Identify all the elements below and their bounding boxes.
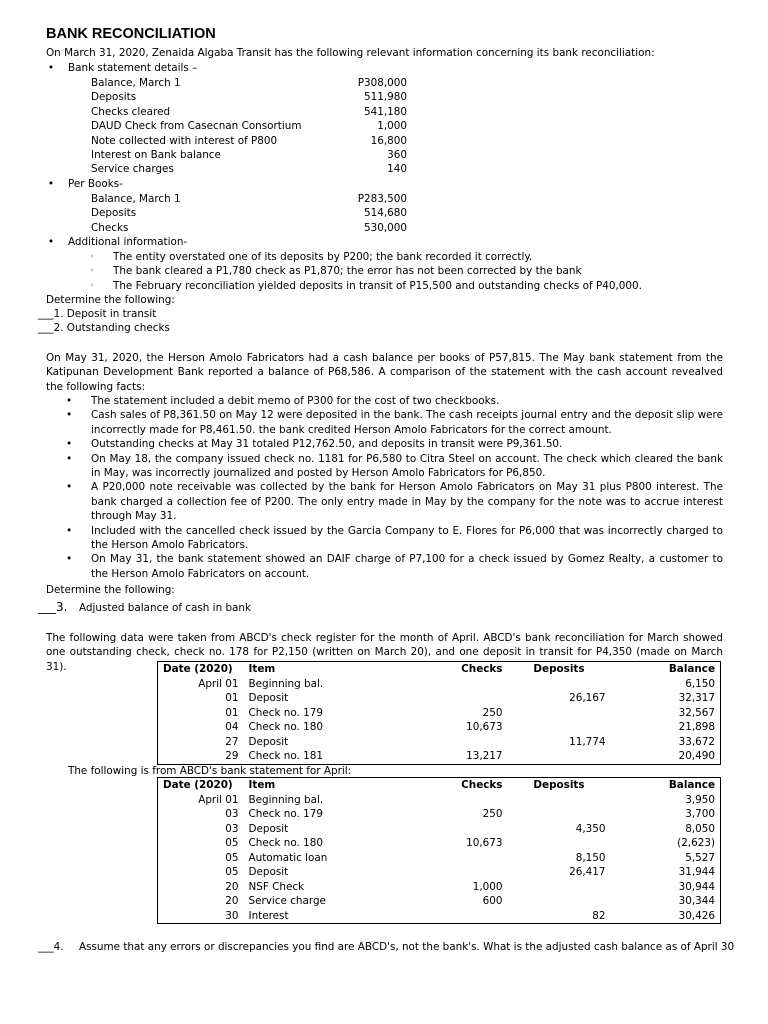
bullet-icon: • [47, 236, 55, 248]
problem3-intro: The following data were taken from ABCD's check register for the month of April. ABCD's bank reconciliation for March showed one outstanding check, check no. 178 for P2,150 (written on March 20), and one deposit in transit for P4,350 (made on March 31). [46, 632, 723, 673]
column-header: Checks [461, 663, 503, 676]
amount-value: 140 [387, 163, 407, 176]
question-2: ___2. Outstanding checks [38, 322, 170, 334]
circle-bullet-icon: ◦ [89, 266, 95, 276]
table-cell: 10,673 [466, 837, 503, 850]
table-cell: 05 [225, 837, 239, 850]
amount-label: Checks [91, 221, 129, 234]
bullet-icon: • [66, 524, 73, 537]
fact-item [66, 408, 723, 437]
table-cell: Service charge [248, 895, 326, 908]
amount-row [91, 206, 407, 220]
table-cell: April 01 [198, 793, 239, 806]
table-cell [508, 749, 611, 764]
table-cell: Deposit [248, 866, 289, 879]
table-row [158, 735, 721, 750]
table-cell: 27 [225, 735, 239, 748]
table-cell: Deposit [248, 735, 289, 748]
table-cell: 6,150 [685, 677, 715, 690]
table-cell: 01 [225, 692, 239, 705]
table-cell: Deposit [248, 692, 289, 705]
table-row [158, 851, 721, 866]
statement-intro: The following is from ABCD's bank statement for April: [68, 765, 352, 777]
table-row [158, 822, 721, 837]
table-cell [407, 851, 508, 866]
table-cell: Check no. 180 [248, 721, 323, 734]
bullet-icon: • [47, 178, 55, 190]
fact-text: On May 18, the company issued check no. 1181 for P6,580 to Citra Steel on account. The check which cleared the bank in May, was incorrectly journalized and posted by Herson Amolo Fabricators for P6,850. [91, 452, 723, 480]
table-cell: 8,150 [575, 851, 606, 864]
table-cell: 600 [482, 895, 503, 908]
amount-value: 16,800 [370, 134, 407, 147]
amount-value: 530,000 [364, 221, 407, 234]
table-cell: 10,673 [466, 721, 503, 734]
amount-row [91, 134, 407, 148]
fact-item [66, 524, 723, 553]
amount-value: P283,500 [357, 193, 407, 205]
table-cell [508, 706, 611, 721]
amount-label: Service charges [91, 163, 174, 176]
table-cell: 03 [225, 822, 239, 835]
table-cell: 8,050 [685, 822, 715, 835]
amount-label: Deposits [91, 91, 137, 104]
table-cell: Beginning bal. [248, 677, 324, 690]
determine-label: Determine the following: [46, 294, 175, 306]
fact-text: The statement included a debit memo of P300 for the cost of two checkbooks. [91, 395, 500, 407]
bank-statement-heading: Bank statement details – [68, 62, 198, 74]
fact-item [66, 437, 723, 451]
amount-label: Note collected with interest of P800 [91, 134, 278, 147]
column-header: Item [248, 779, 276, 792]
table-cell: 26,417 [569, 866, 606, 879]
table-cell: (2,623) [677, 837, 715, 850]
bullet-icon: • [66, 395, 73, 407]
fact-item [66, 452, 723, 481]
table-cell [508, 793, 611, 808]
column-header: Deposits [533, 779, 585, 792]
fact-text: Included with the cancelled check issued by the Garcia Company to E. Flores for P6,000 that was incorrectly charged to the Herson Amolo Fabricators. [91, 524, 723, 552]
column-header: Balance [668, 663, 715, 676]
table-row [158, 880, 721, 895]
table-cell: 20,490 [678, 750, 715, 763]
table-cell: 30,344 [678, 895, 715, 908]
amount-row [91, 162, 407, 176]
table-cell: 30,426 [678, 909, 715, 922]
amount-row [91, 221, 407, 235]
amount-row [91, 105, 407, 119]
question-3-blank: ___3. [38, 600, 68, 614]
table-cell: 32,567 [678, 706, 715, 719]
question-1: ___1. Deposit in transit [38, 308, 157, 320]
table-cell: 03 [225, 808, 239, 821]
amount-label: DAUD Check from Casecnan Consortium [91, 120, 302, 133]
bank-statement-table [157, 777, 721, 924]
table-cell: April 01 [198, 677, 239, 690]
amount-label: Checks cleared [91, 105, 171, 118]
bullet-icon: • [66, 409, 73, 422]
amount-row [91, 76, 407, 90]
fact-text: Cash sales of P8,361.50 on May 12 were deposited in the bank. The cash receipts journal entry and the deposit slip were incorrectly made for P8,461.50. the bank credited Herson Amolo Fabricators for the correct amount. [91, 409, 723, 436]
table-cell: 33,672 [678, 735, 715, 748]
table-cell: Check no. 179 [248, 706, 323, 719]
circle-bullet-icon: ◦ [89, 252, 95, 261]
table-cell: 13,217 [466, 750, 503, 763]
determine-label: Determine the following: [46, 584, 175, 596]
table-cell: 01 [225, 706, 239, 719]
per-books-heading: Per Books- [68, 178, 123, 190]
table-row [158, 720, 721, 735]
fact-item [66, 480, 723, 523]
table-cell [508, 894, 611, 909]
amount-value: 541,180 [364, 105, 407, 118]
table-cell: Beginning bal. [248, 793, 324, 806]
table-cell [407, 677, 508, 692]
check-register-table [157, 661, 721, 765]
table-cell [508, 836, 611, 851]
fact-item [66, 552, 723, 581]
amount-value: 360 [387, 149, 407, 161]
additional-info-heading: Additional information- [68, 236, 188, 248]
table-cell [508, 807, 611, 822]
question-4-blank: ___4. [38, 941, 64, 953]
table-header-row [158, 778, 721, 793]
table-cell: 82 [592, 909, 606, 922]
column-header: Deposits [533, 663, 585, 676]
table-row [158, 677, 721, 692]
table-cell [508, 677, 611, 692]
amount-row [91, 192, 407, 206]
problem2-intro: On May 31, 2020, the Herson Amolo Fabricators had a cash balance per books of P57,815. The May bank statement from the Katipunan Development Bank reported a balance of P68,586. A comparison of the statement with the cash account revealved the following facts: [46, 352, 723, 393]
fact-text: A P20,000 note receivable was collected by the bank for Herson Amolo Fabricators on May 31 plus P800 interest. The bank charged a collection fee of P200. The only entry made in May by the company for the note was to accrue interest through May 31. [91, 481, 723, 523]
amount-label: Balance, March 1 [91, 77, 181, 89]
amount-value: P308,000 [357, 77, 407, 89]
table-cell: Check no. 179 [248, 808, 323, 821]
table-cell [508, 880, 611, 895]
fact-text: Outstanding checks at May 31 totaled P12,762.50, and deposits in transit were P9,361.50. [91, 438, 563, 451]
table-row [158, 749, 721, 764]
fact-text: On May 31, the bank statement showed an DAIF charge of P7,100 for a check issued by Gomez Realty, a customer to the Herson Amolo Fabricators on account. [91, 553, 723, 580]
table-cell: 05 [225, 866, 239, 879]
bullet-icon: • [66, 438, 73, 451]
table-cell: 30,944 [678, 880, 715, 893]
circle-bullet-icon: ◦ [89, 280, 95, 290]
table-cell: 29 [225, 750, 239, 763]
table-cell: Automatic loan [248, 851, 328, 864]
table-cell [407, 909, 508, 924]
table-cell: 21,898 [678, 721, 715, 734]
question-3: Adjusted balance of cash in bank [79, 602, 252, 614]
bullet-icon: • [66, 452, 73, 465]
table-row [158, 706, 721, 721]
bullet-icon: • [66, 481, 73, 494]
table-cell: 4,350 [575, 822, 606, 835]
column-header: Date (2020) [163, 663, 233, 676]
table-row [158, 691, 721, 706]
amount-row [91, 90, 407, 104]
table-cell: 31,944 [678, 866, 715, 879]
table-cell: 250 [482, 808, 503, 821]
amount-label: Deposits [91, 207, 137, 220]
table-cell: 3,700 [685, 808, 715, 821]
table-cell [407, 691, 508, 706]
problem1-intro: On March 31, 2020, Zenaida Algaba Transit has the following relevant information concerning its bank reconciliation: [46, 47, 655, 59]
table-cell [407, 793, 508, 808]
table-cell: Interest [248, 909, 289, 922]
additional-info-item: The February reconciliation yielded deposits in transit of P15,500 and outstanding checks of P40,000. [113, 279, 642, 292]
column-header: Balance [668, 779, 715, 792]
additional-info-item: The bank cleared a P1,780 check as P1,870; the error has not been corrected by the bank [113, 265, 582, 278]
page-title: BANK RECONCILIATION [46, 26, 216, 42]
table-header-row [158, 662, 721, 677]
table-cell [407, 865, 508, 880]
table-cell: 11,774 [569, 735, 606, 748]
amount-row [91, 148, 407, 162]
table-cell: 04 [225, 721, 239, 734]
table-cell: 5,527 [685, 851, 715, 864]
amount-value: 514,680 [364, 207, 407, 220]
table-row [158, 807, 721, 822]
amount-value: 1,000 [377, 120, 407, 133]
amount-value: 511,980 [364, 91, 407, 104]
table-cell: 250 [482, 706, 503, 719]
amount-label: Interest on Bank balance [91, 149, 221, 161]
fact-item [66, 394, 723, 408]
amount-row [91, 119, 407, 133]
table-row [158, 793, 721, 808]
table-row [158, 894, 721, 909]
table-cell [508, 720, 611, 735]
column-header: Date (2020) [163, 779, 233, 792]
table-cell: 20 [225, 895, 239, 908]
column-header: Checks [461, 779, 503, 792]
table-cell: 26,167 [569, 692, 606, 705]
column-header: Item [248, 663, 276, 676]
table-cell: Deposit [248, 822, 289, 835]
table-row [158, 836, 721, 851]
table-cell: 20 [225, 880, 239, 893]
table-row [158, 909, 721, 924]
table-cell [407, 735, 508, 750]
table-cell [407, 822, 508, 837]
amount-label: Balance, March 1 [91, 193, 181, 205]
table-cell: Check no. 180 [248, 837, 323, 850]
facts-list [66, 394, 723, 581]
bullet-icon: • [47, 62, 55, 74]
table-cell: 3,950 [685, 793, 715, 806]
bullet-icon: • [66, 553, 73, 566]
table-cell: 30 [225, 909, 239, 922]
table-cell: Check no. 181 [248, 750, 323, 763]
table-row [158, 865, 721, 880]
question-4: Assume that any errors or discrepancies you find are ABCD's, not the bank's. What is the adjusted cash balance as of April 30 [79, 941, 735, 953]
table-cell: 32,317 [678, 692, 715, 705]
additional-info-item: The entity overstated one of its deposits by P200; the bank recorded it correctly. [113, 251, 533, 263]
table-cell: NSF Check [248, 880, 305, 893]
table-cell: 1,000 [472, 880, 503, 893]
table-cell: 05 [225, 851, 239, 864]
